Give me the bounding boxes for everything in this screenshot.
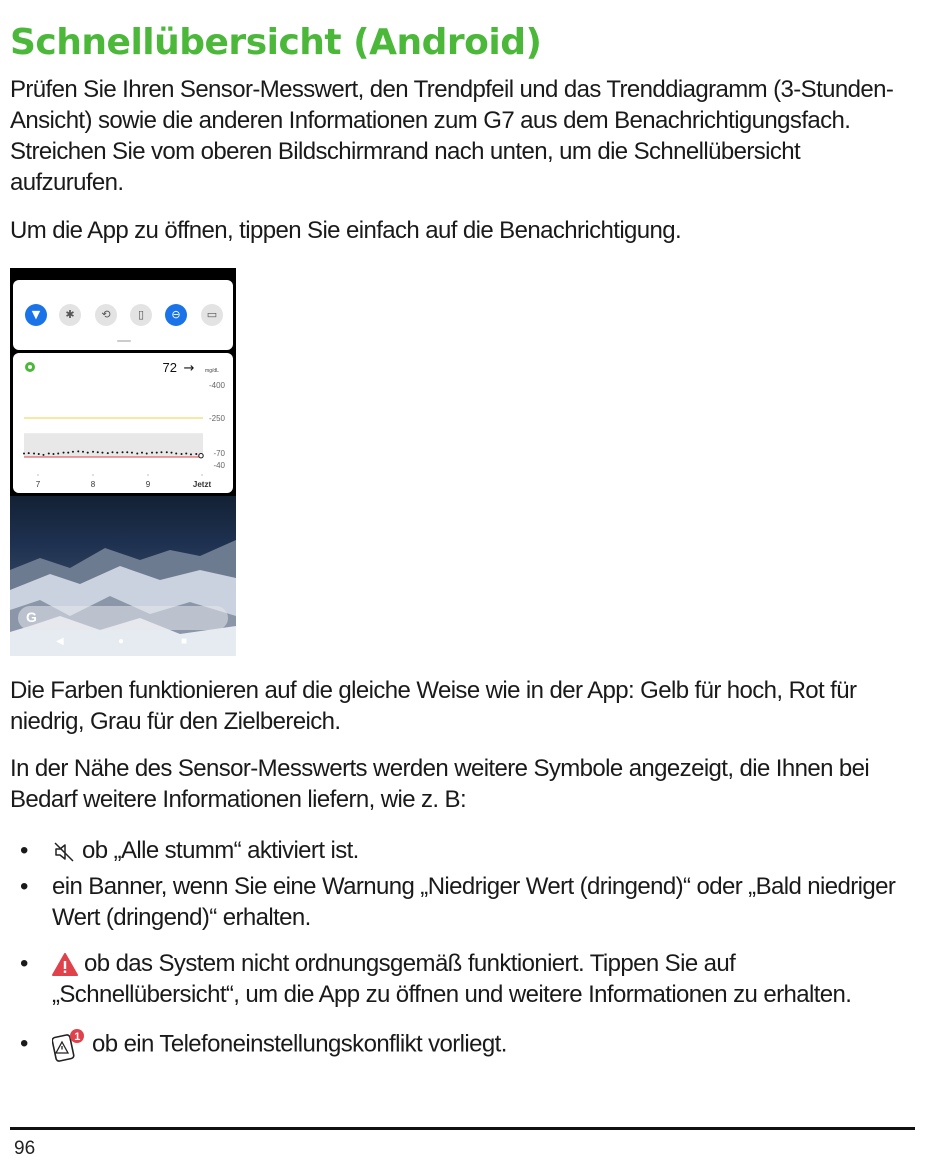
flashlight-icon[interactable]: ▯ (130, 304, 152, 326)
data-point (28, 452, 30, 454)
battery-saver-icon[interactable]: ▭ (201, 304, 223, 326)
warning-triangle-icon (52, 953, 78, 977)
unit-label: mg/dL (205, 368, 219, 374)
data-point (185, 453, 187, 455)
data-point (156, 452, 158, 454)
nav-home-button[interactable]: ● (118, 636, 125, 647)
data-point (101, 452, 103, 454)
data-point (141, 452, 143, 454)
bluetooth-icon[interactable]: ✱ (59, 304, 81, 326)
data-point (42, 454, 44, 456)
list-item (10, 1028, 915, 1062)
data-point (131, 452, 133, 454)
data-point (57, 453, 59, 455)
auto-rotate-icon[interactable]: ⟲ (95, 304, 117, 326)
data-point (72, 451, 74, 453)
data-point (82, 451, 84, 453)
nav-back-button[interactable]: ◀ (56, 636, 64, 647)
nav-recents-button[interactable]: ■ (181, 636, 188, 647)
y-tick-label: -40 (213, 461, 225, 470)
footer-rule (10, 1127, 915, 1130)
data-point (195, 453, 197, 455)
search-bar[interactable] (18, 606, 228, 630)
open-app-paragraph: Um die App zu öffnen, tippen Sie einfach auf die Benachrichtigung. (10, 217, 682, 244)
mute-icon (52, 840, 76, 864)
list-item-text: ob ein Telefoneinstellungskonflikt vorliegt. (92, 1030, 507, 1058)
data-point (92, 451, 94, 453)
data-point (151, 452, 153, 454)
y-tick-label: -70 (213, 449, 225, 458)
wifi-icon[interactable]: ▼ (25, 304, 47, 326)
data-point (87, 452, 89, 454)
data-point (38, 453, 40, 455)
drag-handle[interactable] (117, 340, 131, 342)
symbols-intro-paragraph: In der Nähe des Sensor-Messwerts werden weitere Symbole angezeigt, die Ihnen bei Bedarf weitere Informationen liefern, wie z. B: (10, 755, 870, 813)
trend-chart (13, 353, 233, 493)
list-item (10, 871, 915, 933)
data-point (23, 453, 25, 455)
phone-alert-badge: 1 (74, 1031, 80, 1043)
glucose-reading: 72 (162, 360, 177, 375)
data-point (53, 453, 55, 455)
sensor-icon-center (28, 365, 32, 369)
y-tick-label: -250 (208, 414, 225, 423)
data-point (33, 453, 35, 455)
data-point (171, 452, 173, 454)
list-item (10, 948, 915, 1010)
y-tick-label: -400 (208, 381, 225, 390)
glucose-notification-widget[interactable] (13, 353, 233, 493)
data-point (77, 450, 79, 452)
data-point (63, 452, 65, 454)
list-item-text: ob „Alle stumm“ aktiviert ist. (82, 837, 359, 864)
data-point (107, 452, 109, 454)
data-point (67, 452, 69, 454)
do-not-disturb-icon[interactable]: ⊖ (165, 304, 187, 326)
data-point (112, 451, 114, 453)
colors-paragraph: Die Farben funktionieren auf die gleiche Weise wie in der App: Gelb für hoch, Rot für niedrig, Grau für den Zielbereich. (10, 677, 857, 735)
phone-screenshot (10, 268, 236, 656)
x-tick-label: Jetzt (192, 480, 212, 489)
quick-settings-panel (13, 280, 233, 350)
data-point (160, 451, 162, 453)
list-item (10, 835, 915, 866)
data-point (97, 451, 99, 453)
data-point (116, 452, 118, 454)
data-point (190, 453, 192, 455)
x-tick-label: 9 (145, 480, 151, 489)
x-tick-label: 7 (35, 480, 41, 489)
intro-paragraph: Prüfen Sie Ihren Sensor-Messwert, den Trendpfeil und das Trenddiagramm (3-Stunden-Ansicht) sowie die anderen Informationen zum G7 aus dem Benachrichtigungsfach. Streichen Sie vom oberen Bildschirmrand nach unten, um die Schnellübersicht aufzurufen. (10, 76, 894, 196)
bullet-dot: • (20, 950, 28, 977)
google-logo: G (26, 609, 37, 625)
page-number: 96 (14, 1138, 36, 1159)
phone-alert-icon (52, 1028, 86, 1062)
data-point (181, 453, 183, 455)
data-point (146, 453, 148, 455)
bullet-dot: • (20, 873, 28, 900)
list-item-text: ob das System nicht ordnungsgemäß funktioniert. Tippen Sie auf „Schnellübersicht“, um die App zu öffnen und weitere Informationen zu erhalten. (52, 950, 852, 1008)
data-point (122, 451, 124, 453)
data-point (175, 453, 177, 455)
trend-arrow: → (183, 361, 195, 376)
x-tick-label: 8 (90, 480, 96, 489)
list-item-text: ein Banner, wenn Sie eine Warnung „Niedriger Wert (dringend)“ oder „Bald niedriger Wert (dringend)“ erhalten. (52, 873, 896, 931)
symbol-list (10, 835, 915, 1062)
data-point (199, 454, 203, 458)
data-point (136, 453, 138, 455)
bullet-dot: • (20, 1030, 28, 1057)
bullet-dot: • (20, 837, 28, 864)
data-point (48, 453, 50, 455)
data-point (166, 451, 168, 453)
data-point (126, 451, 128, 453)
page-title: Schnellübersicht (Android) (10, 22, 542, 63)
